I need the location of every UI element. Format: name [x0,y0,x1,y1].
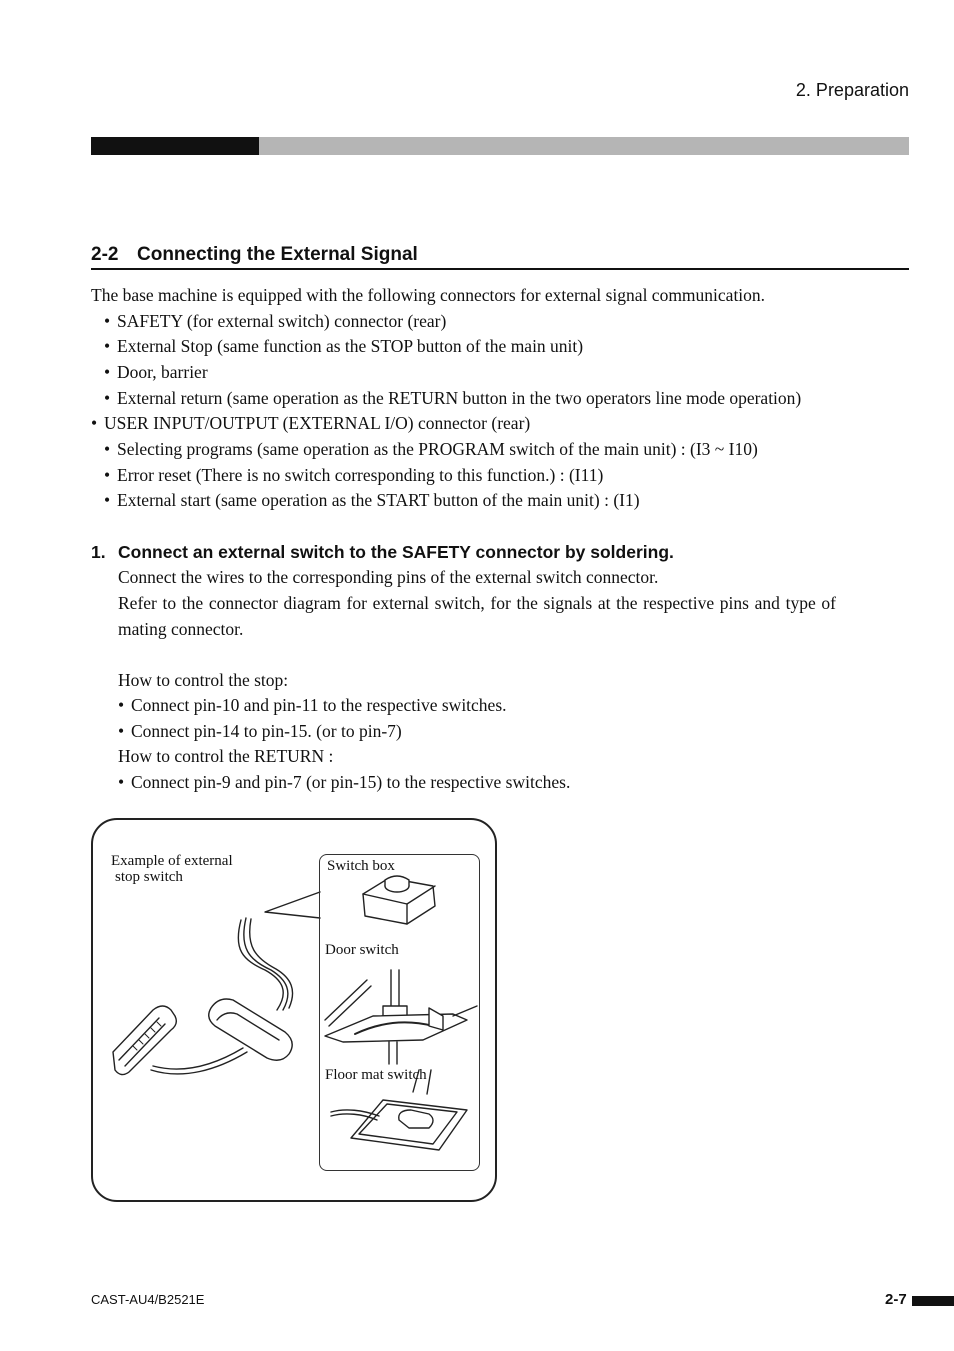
document-code: CAST-AU4/B2521E [91,1292,205,1307]
list-item: • External start (same operation as the START button of the main unit) : (I1) [104,492,640,510]
section-title: Connecting the External Signal [137,244,418,265]
list-item: • Selecting programs (same operation as the PROGRAM switch of the main unit) : (I3 ~ I10) [104,441,758,459]
switch-figure [91,818,497,1202]
figure-label: Floor mat switch [325,1067,427,1083]
section-number: 2-2 [91,244,119,265]
return-heading: How to control the RETURN : [118,746,334,766]
list-item: • SAFETY (for external switch) connector (rear) [104,313,446,331]
step-number: 1. [91,542,106,562]
page-number: 2-7 [885,1291,907,1308]
figure-label: Switch box [327,858,395,874]
list-item: • External return (same operation as the RETURN button in the two operators line mode operation) [104,390,801,408]
list-item: • Door, barrier [104,364,208,382]
header-bar-accent [91,137,259,155]
figure-label: Example of external [111,853,233,869]
step-text: mating connector. [118,619,244,639]
step-text: Connect the wires to the corresponding pins of the external switch connector. [118,567,659,587]
running-header: 2. Preparation [795,80,909,100]
intro-paragraph: The base machine is equipped with the following connectors for external signal communication. [91,285,766,305]
list-item: • External Stop (same function as the STOP button of the main unit) [104,338,583,356]
figure-label: stop switch [115,869,183,885]
list-item: • Error reset (There is no switch corresponding to this function.) : (I11) [104,467,603,485]
step-text: Refer to the connector diagram for external switch, for the signals at the respective pins and type of [118,593,836,613]
stop-heading: How to control the stop: [118,670,289,690]
switch-panel [319,854,480,1171]
step-title: Connect an external switch to the SAFETY connector by soldering. [118,542,674,562]
return-item: • Connect pin-9 and pin-7 (or pin-15) to the respective switches. [118,774,570,792]
stop-item: • Connect pin-10 and pin-11 to the respective switches. [118,697,507,715]
step-heading [91,544,674,562]
stop-item: • Connect pin-14 to pin-15. (or to pin-7) [118,723,402,741]
footer-bar [912,1296,954,1306]
list-item: • USER INPUT/OUTPUT (EXTERNAL I/O) connector (rear) [91,415,530,433]
figure-label: Door switch [325,942,399,958]
header-bar [91,137,909,155]
section-heading [91,244,909,270]
